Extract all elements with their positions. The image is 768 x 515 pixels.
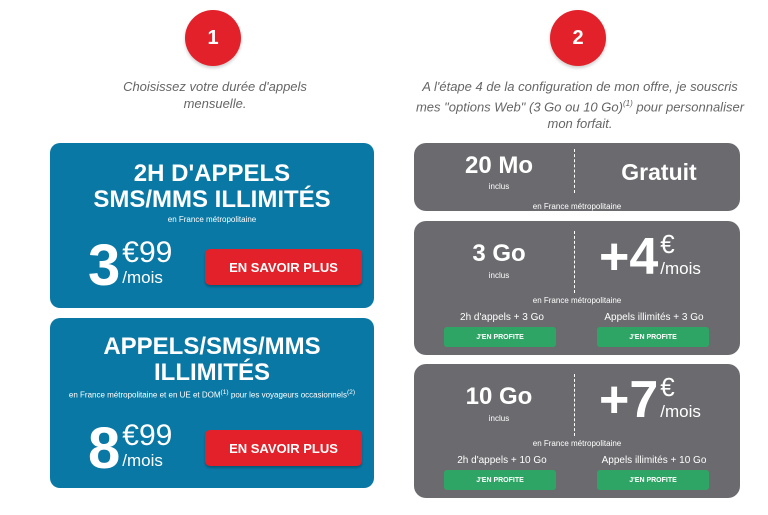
step-1-badge: 1 <box>185 10 241 66</box>
plan-subtitle: en France métropolitaine <box>167 215 257 224</box>
plan-title-line1: 2H D'APPELS <box>133 160 291 187</box>
option-region: en France métropolitaine <box>532 296 622 305</box>
jen-profite-button[interactable]: J'EN PROFITE <box>444 327 556 347</box>
jen-profite-button[interactable]: J'EN PROFITE <box>444 470 556 490</box>
option-right-label: Appels illimités + 3 Go <box>604 312 704 323</box>
plan-price <box>88 416 173 481</box>
step-2-text: A l'étape 4 de la configuration de mon offre, je souscris mes "options Web" (3 Go ou 10 Go) <box>415 79 738 115</box>
plan-title-line2: SMS/MMS ILLIMITÉS <box>93 186 331 213</box>
option-left-label: 2h d'appels + 10 Go <box>457 455 547 466</box>
en-savoir-plus-button[interactable]: EN SAVOIR PLUS <box>205 249 362 285</box>
data-inclus: inclus <box>488 414 510 423</box>
option-price-integer: +7 <box>599 371 659 429</box>
plan-subtitle <box>50 388 374 401</box>
option-price-currency: € <box>660 372 675 402</box>
plan-card-2h <box>50 143 374 308</box>
plan-subtitle-footnote-2: (2) <box>346 389 356 396</box>
option-card-20mo <box>414 143 740 211</box>
price-integer: 8 <box>88 416 121 481</box>
option-price-free: Gratuit <box>621 159 697 185</box>
price-cents: €99 <box>122 419 173 452</box>
option-price-integer: +4 <box>599 228 659 286</box>
step-2-footnote: (1) <box>622 99 633 108</box>
plan-title-line1: APPELS/SMS/MMS <box>103 333 321 360</box>
jen-profite-button[interactable]: J'EN PROFITE <box>597 470 709 490</box>
plan-title-line2: ILLIMITÉS <box>154 359 270 386</box>
plan-title <box>50 334 374 386</box>
option-region: en France métropolitaine <box>532 439 622 448</box>
data-inclus: inclus <box>488 182 510 191</box>
option-price <box>599 228 701 286</box>
en-savoir-plus-button[interactable]: EN SAVOIR PLUS <box>205 430 362 466</box>
data-amount: 20 Mo <box>464 152 533 179</box>
price-unit: /mois <box>122 268 163 287</box>
dashed-divider <box>574 231 575 293</box>
option-region: en France métropolitaine <box>532 202 622 211</box>
price-cents: €99 <box>122 236 173 269</box>
step-1-instruction: Choisissez votre durée d'appels mensuelle. <box>123 79 307 111</box>
dashed-divider <box>574 149 575 193</box>
data-amount: 10 Go <box>465 383 533 410</box>
step-2-badge: 2 <box>550 10 606 66</box>
plan-card-illimites <box>50 318 374 488</box>
jen-profite-button[interactable]: J'EN PROFITE <box>597 327 709 347</box>
plan-subtitle-footnote-1: (1) <box>220 389 229 396</box>
option-card-3go <box>414 221 740 355</box>
option-right-label: Appels illimités + 10 Go <box>601 455 707 466</box>
data-inclus: inclus <box>488 271 510 280</box>
plan-subtitle-main: en France métropolitaine et en UE et DOM <box>68 390 221 400</box>
dashed-divider <box>574 374 575 436</box>
option-price-currency: € <box>660 229 675 259</box>
plan-title <box>50 161 374 213</box>
option-left-label: 2h d'appels + 3 Go <box>460 312 544 323</box>
data-amount: 3 Go <box>472 240 526 267</box>
plan-subtitle-mid: pour les voyageurs occasionnels <box>228 390 347 400</box>
price-integer: 3 <box>88 233 121 298</box>
option-price-unit: /mois <box>660 259 701 278</box>
step-2-instruction <box>410 78 750 132</box>
plan-price <box>88 233 173 298</box>
option-card-10go <box>414 364 740 498</box>
price-unit: /mois <box>122 451 163 470</box>
step-2-text-end: pour personnaliser mon forfait. <box>547 99 745 132</box>
option-price <box>599 371 701 429</box>
option-price-unit: /mois <box>660 402 701 421</box>
